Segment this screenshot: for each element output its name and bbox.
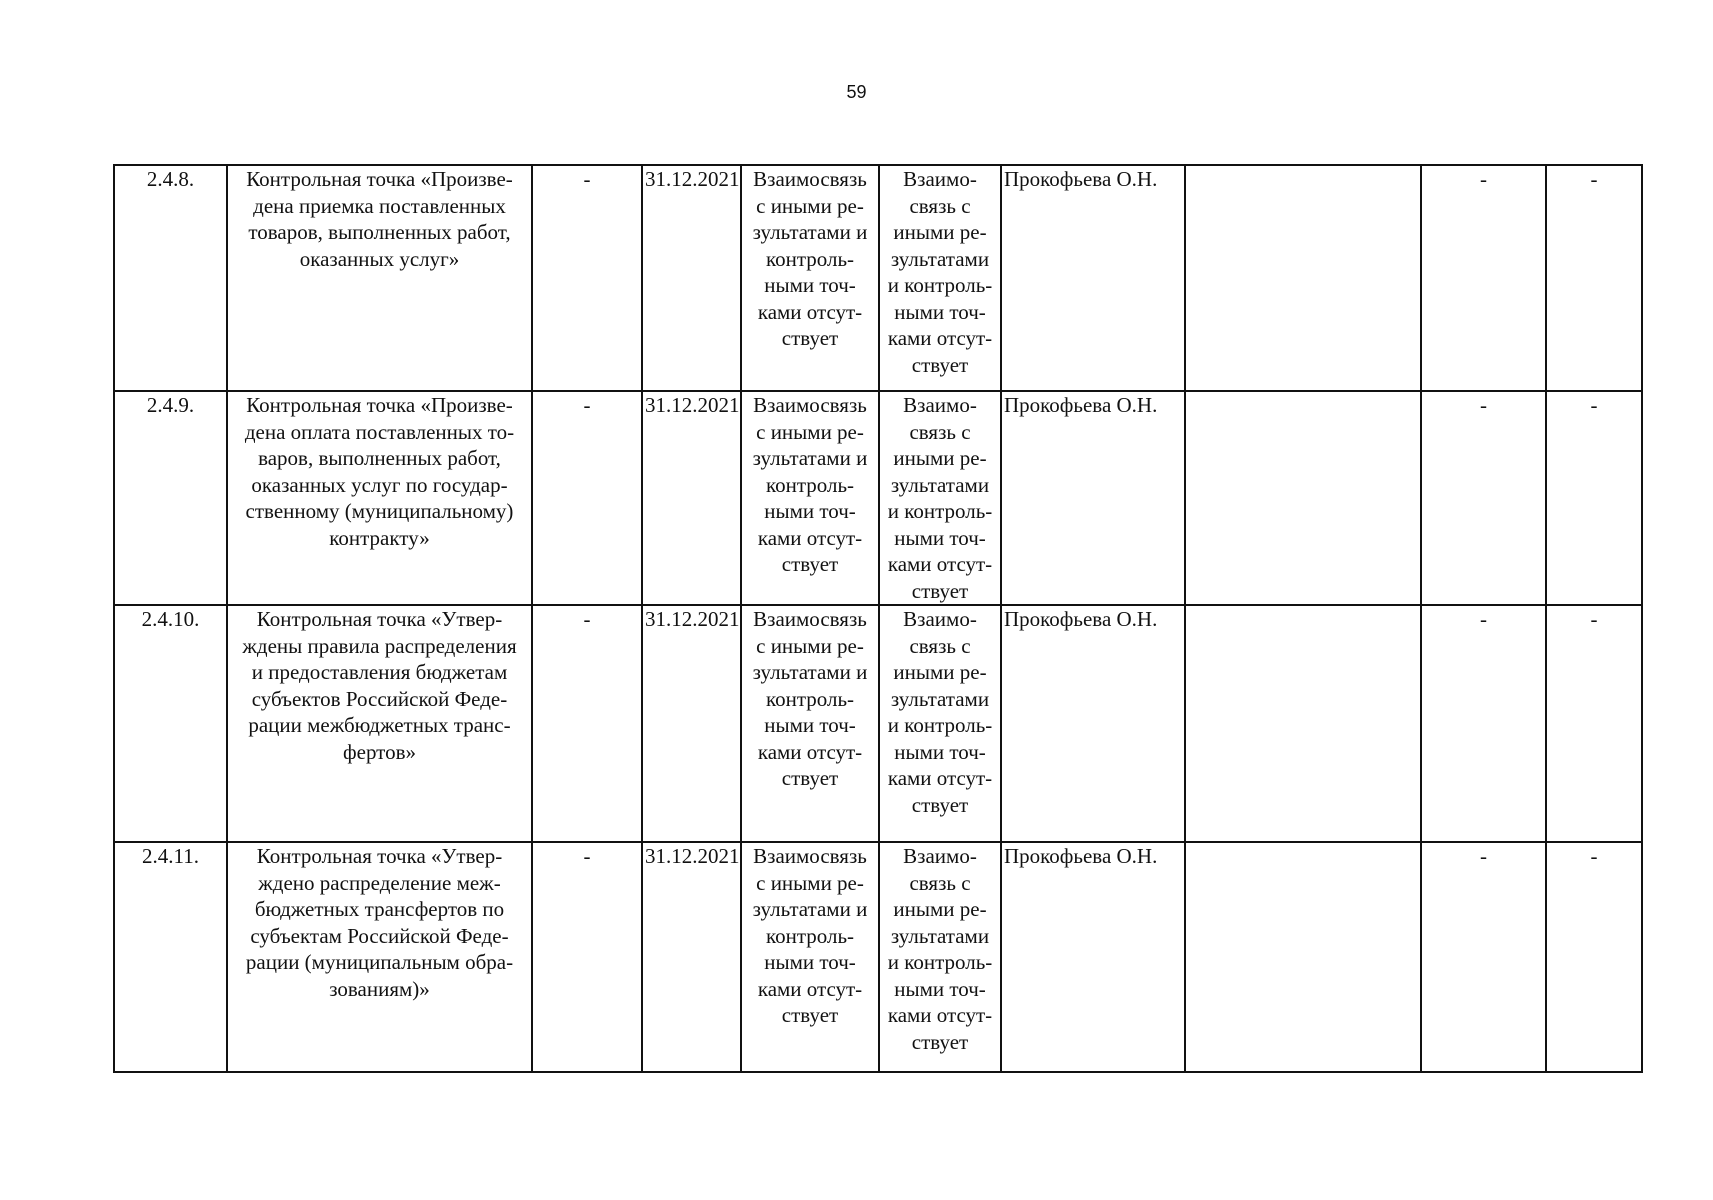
dash-cell: -: [1546, 605, 1642, 842]
predecessor-relation: Взаимосвязь с иными ре- зультатами и контроль- ными точ- ками отсут- ствует: [741, 842, 879, 1072]
end-date-cell: 31.12.2021: [642, 605, 741, 842]
start-date-cell: -: [532, 165, 642, 391]
control-point-name: Контрольная точка «Произве- дена приемка поставленных товаров, выполненных работ, оказанных услуг»: [227, 165, 532, 391]
dash-cell: -: [1546, 842, 1642, 1072]
successor-relation: Взаимо- связь с иными ре- зультатами и контроль- ными точ- ками отсут- ствует: [879, 391, 1001, 605]
start-date-cell: -: [532, 842, 642, 1072]
empty-cell: [1185, 605, 1421, 842]
predecessor-relation: Взаимосвязь с иными ре- зультатами и контроль- ными точ- ками отсут- ствует: [741, 391, 879, 605]
responsible-person: Прокофьева О.Н.: [1001, 605, 1185, 842]
successor-relation: Взаимо- связь с иными ре- зультатами и контроль- ными точ- ками отсут- ствует: [879, 605, 1001, 842]
end-date-cell: 31.12.2021: [642, 391, 741, 605]
predecessor-relation: Взаимосвязь с иными ре- зультатами и контроль- ными точ- ками отсут- ствует: [741, 605, 879, 842]
dash-cell: -: [1421, 165, 1546, 391]
empty-cell: [1185, 391, 1421, 605]
responsible-person: Прокофьева О.Н.: [1001, 165, 1185, 391]
responsible-person: Прокофьева О.Н.: [1001, 391, 1185, 605]
control-point-name: Контрольная точка «Произве- дена оплата поставленных то- варов, выполненных работ, оказанных услуг по государ- ственному (муниципальному) контракту»: [227, 391, 532, 605]
end-date-cell: 31.12.2021: [642, 842, 741, 1072]
table-row: [114, 391, 1642, 605]
row-number: 2.4.11.: [114, 842, 227, 1072]
row-number: 2.4.10.: [114, 605, 227, 842]
end-date-cell: 31.12.2021: [642, 165, 741, 391]
control-point-name: Контрольная точка «Утвер- ждены правила распределения и предоставления бюджетам субъектов Российской Феде- рации межбюджетных транс- фертов»: [227, 605, 532, 842]
dash-cell: -: [1421, 391, 1546, 605]
dash-cell: -: [1546, 391, 1642, 605]
successor-relation: Взаимо- связь с иными ре- зультатами и контроль- ными точ- ками отсут- ствует: [879, 165, 1001, 391]
start-date-cell: -: [532, 605, 642, 842]
dash-cell: -: [1421, 842, 1546, 1072]
start-date-cell: -: [532, 391, 642, 605]
table-row: [114, 605, 1642, 842]
predecessor-relation: Взаимосвязь с иными ре- зультатами и контроль- ными точ- ками отсут- ствует: [741, 165, 879, 391]
dash-cell: -: [1546, 165, 1642, 391]
control-point-name: Контрольная точка «Утвер- ждено распределение меж- бюджетных трансфертов по субъектам Российской Феде- рации (муниципальным обра- зованиям)»: [227, 842, 532, 1072]
row-number: 2.4.8.: [114, 165, 227, 391]
page-number: 59: [846, 82, 867, 102]
row-number: 2.4.9.: [114, 391, 227, 605]
table-row: [114, 842, 1642, 1072]
table-row: [114, 165, 1642, 391]
empty-cell: [1185, 842, 1421, 1072]
control-points-table: [113, 164, 1643, 1073]
empty-cell: [1185, 165, 1421, 391]
responsible-person: Прокофьева О.Н.: [1001, 842, 1185, 1072]
successor-relation: Взаимо- связь с иными ре- зультатами и контроль- ными точ- ками отсут- ствует: [879, 842, 1001, 1072]
dash-cell: -: [1421, 605, 1546, 842]
